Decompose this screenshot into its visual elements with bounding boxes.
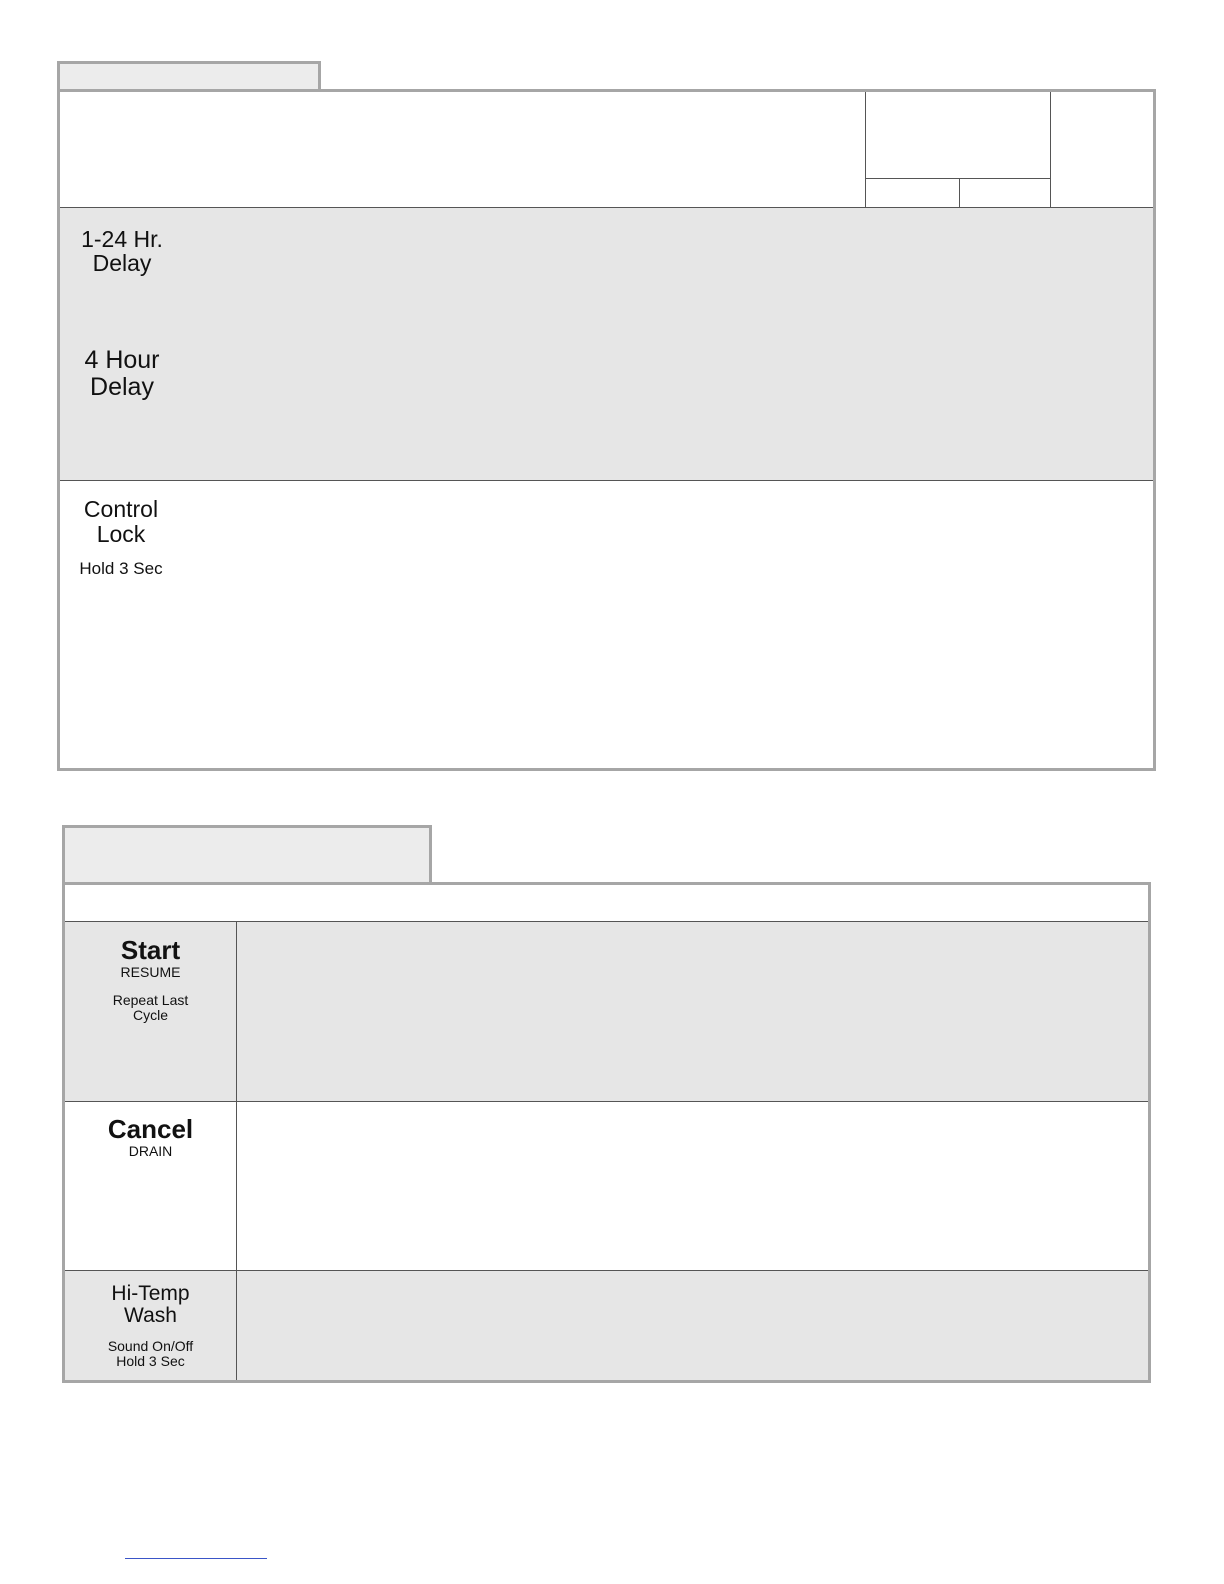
start-caption: RESUME (120, 964, 181, 980)
header-subcell-divider (959, 178, 960, 207)
footer-link-underline[interactable] (125, 1558, 267, 1559)
section1-table (57, 89, 1156, 771)
section2-tab (62, 825, 432, 885)
delay-24hr-label (60, 228, 184, 275)
start-row-bottom-line (65, 1101, 1148, 1102)
control-lock-line1: Control (83, 496, 159, 522)
start-note-line1: Repeat Last (112, 992, 189, 1008)
start-title: Start (120, 935, 181, 965)
cancel-title: Cancel (107, 1114, 194, 1144)
hitemp-line2: Wash (124, 1304, 177, 1327)
delay-24hr-line2: Delay (92, 250, 152, 276)
start-label (65, 937, 236, 1022)
cancel-row-bottom-line (65, 1270, 1148, 1271)
header-subdivider (865, 178, 1050, 179)
hitemp-line1: Hi-Temp (111, 1282, 190, 1305)
start-note-line2: Cycle (132, 1007, 168, 1023)
band-bottom-line (60, 480, 1153, 481)
label-column-divider (236, 922, 237, 1380)
control-lock-label (60, 498, 182, 577)
section2-table (62, 882, 1151, 1383)
hitemp-label (65, 1283, 236, 1368)
hitemp-note-line1: Sound On/Off (107, 1338, 194, 1354)
delay-4hr-label (60, 348, 184, 400)
control-lock-subtitle: Hold 3 Sec (79, 559, 163, 578)
header-divider-1 (865, 92, 866, 207)
header-divider-2 (1050, 92, 1051, 207)
section1-tab (57, 61, 321, 92)
control-lock-line2: Lock (96, 521, 146, 547)
delay-4hr-line1: 4 Hour (84, 346, 160, 374)
cancel-label (65, 1116, 236, 1158)
delay-24hr-line1: 1-24 Hr. (81, 226, 163, 252)
delay-rows-band (60, 208, 1153, 480)
cancel-caption: DRAIN (128, 1143, 173, 1159)
delay-4hr-line2: Delay (90, 373, 154, 401)
hitemp-note-line2: Hold 3 Sec (116, 1353, 185, 1369)
